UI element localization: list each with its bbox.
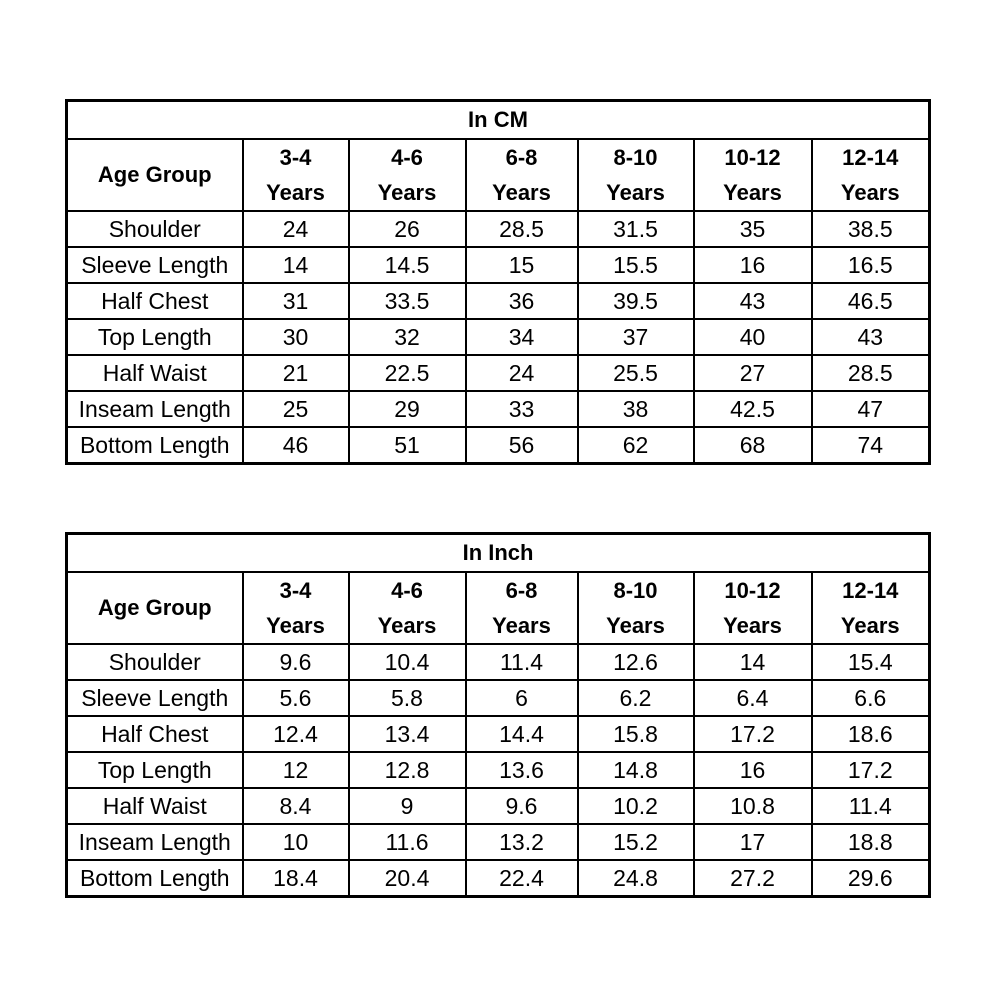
measurement-value: 36 — [466, 283, 578, 319]
age-range-label: 4-6 — [391, 145, 423, 170]
table-row — [67, 391, 930, 427]
age-unit-label: Years — [377, 613, 437, 638]
age-column-header — [812, 139, 930, 211]
table-row — [67, 788, 930, 824]
measurement-value: 24.8 — [578, 860, 694, 897]
age-range-label: 3-4 — [279, 145, 312, 170]
age-range-label: 8-10 — [613, 578, 658, 603]
measurement-value: 9.6 — [243, 644, 349, 680]
measurement-value: 11.6 — [349, 824, 466, 860]
measurement-value: 12 — [243, 752, 349, 788]
measurement-value: 10 — [243, 824, 349, 860]
measurement-value: 16.5 — [812, 247, 930, 283]
table-title: In Inch — [67, 534, 930, 573]
measurement-value: 13.4 — [349, 716, 466, 752]
measurement-value: 18.8 — [812, 824, 930, 860]
measurement-value: 39.5 — [578, 283, 694, 319]
measurement-value: 14.5 — [349, 247, 466, 283]
measurement-value: 42.5 — [694, 391, 812, 427]
measurement-value: 9.6 — [466, 788, 578, 824]
age-unit-label: Years — [840, 613, 900, 638]
measurement-label: Shoulder — [67, 644, 243, 680]
measurement-value: 14 — [694, 644, 812, 680]
measurement-label: Half Chest — [67, 283, 243, 319]
measurement-value: 21 — [243, 355, 349, 391]
measurement-value: 16 — [694, 247, 812, 283]
age-column-header — [243, 572, 349, 644]
measurement-value: 35 — [694, 211, 812, 247]
age-unit-label: Years — [492, 613, 551, 638]
measurement-value: 74 — [812, 427, 930, 464]
measurement-value: 25 — [243, 391, 349, 427]
measurement-label: Sleeve Length — [67, 680, 243, 716]
table-header-row — [67, 139, 930, 211]
measurement-value: 38 — [578, 391, 694, 427]
measurement-value: 43 — [812, 319, 930, 355]
measurement-value: 62 — [578, 427, 694, 464]
measurement-value: 18.6 — [812, 716, 930, 752]
measurement-value: 47 — [812, 391, 930, 427]
table-title-row — [67, 534, 930, 573]
age-range-label: 3-4 — [279, 578, 312, 603]
table-row — [67, 319, 930, 355]
age-column-header — [694, 572, 812, 644]
measurement-value: 10.2 — [578, 788, 694, 824]
age-column-header — [694, 139, 812, 211]
table-row — [67, 680, 930, 716]
measurement-value: 40 — [694, 319, 812, 355]
table-row — [67, 752, 930, 788]
measurement-value: 9 — [349, 788, 466, 824]
age-column-header — [349, 572, 466, 644]
measurement-value: 33 — [466, 391, 578, 427]
measurement-value: 6.4 — [694, 680, 812, 716]
measurement-value: 31 — [243, 283, 349, 319]
measurement-value: 34 — [466, 319, 578, 355]
measurement-value: 22.5 — [349, 355, 466, 391]
measurement-label: Inseam Length — [67, 824, 243, 860]
age-unit-label: Years — [723, 180, 782, 205]
measurement-value: 46.5 — [812, 283, 930, 319]
age-column-header — [466, 572, 578, 644]
age-range-label: 4-6 — [391, 578, 423, 603]
measurement-value: 38.5 — [812, 211, 930, 247]
measurement-value: 15.2 — [578, 824, 694, 860]
age-unit-label: Years — [266, 613, 325, 638]
age-range-label: 8-10 — [613, 145, 658, 170]
age-unit-label: Years — [723, 613, 782, 638]
measurement-value: 37 — [578, 319, 694, 355]
measurement-value: 20.4 — [349, 860, 466, 897]
age-column-header — [578, 572, 694, 644]
size-chart-cm-table — [65, 99, 931, 465]
measurement-value: 13.2 — [466, 824, 578, 860]
measurement-value: 43 — [694, 283, 812, 319]
table-title: In CM — [67, 101, 930, 140]
measurement-value: 6.2 — [578, 680, 694, 716]
table-row — [67, 211, 930, 247]
measurement-value: 27.2 — [694, 860, 812, 897]
table-row — [67, 427, 930, 464]
measurement-value: 13.6 — [466, 752, 578, 788]
table-row — [67, 283, 930, 319]
age-unit-label: Years — [606, 180, 665, 205]
measurement-value: 17 — [694, 824, 812, 860]
measurement-value: 5.8 — [349, 680, 466, 716]
measurement-value: 28.5 — [466, 211, 578, 247]
measurement-value: 5.6 — [243, 680, 349, 716]
size-chart-inch-table — [65, 532, 931, 898]
measurement-label: Bottom Length — [67, 427, 243, 464]
age-range-label: 6-8 — [505, 145, 538, 170]
measurement-value: 46 — [243, 427, 349, 464]
measurement-label: Bottom Length — [67, 860, 243, 897]
age-range-label: 10-12 — [724, 578, 781, 603]
measurement-value: 14.8 — [578, 752, 694, 788]
measurement-label: Shoulder — [67, 211, 243, 247]
age-column-header — [578, 139, 694, 211]
table-title-row — [67, 101, 930, 140]
measurement-label: Half Waist — [67, 788, 243, 824]
table-row — [67, 644, 930, 680]
measurement-value: 6.6 — [812, 680, 930, 716]
measurement-value: 24 — [466, 355, 578, 391]
measurement-value: 29 — [349, 391, 466, 427]
measurement-value: 11.4 — [466, 644, 578, 680]
measurement-value: 51 — [349, 427, 466, 464]
measurement-value: 15.4 — [812, 644, 930, 680]
measurement-label: Half Waist — [67, 355, 243, 391]
table-row — [67, 860, 930, 897]
measurement-value: 26 — [349, 211, 466, 247]
age-unit-label: Years — [377, 180, 437, 205]
age-unit-label: Years — [606, 613, 665, 638]
measurement-value: 24 — [243, 211, 349, 247]
age-group-header: Age Group — [67, 139, 243, 211]
age-group-header: Age Group — [67, 572, 243, 644]
measurement-value: 18.4 — [243, 860, 349, 897]
measurement-value: 11.4 — [812, 788, 930, 824]
measurement-value: 25.5 — [578, 355, 694, 391]
measurement-label: Inseam Length — [67, 391, 243, 427]
table-row — [67, 716, 930, 752]
measurement-value: 31.5 — [578, 211, 694, 247]
measurement-value: 6 — [466, 680, 578, 716]
measurement-value: 16 — [694, 752, 812, 788]
measurement-value: 27 — [694, 355, 812, 391]
age-column-header — [812, 572, 930, 644]
table-header-row — [67, 572, 930, 644]
age-range-label: 12-14 — [842, 145, 899, 170]
measurement-value: 15.8 — [578, 716, 694, 752]
table-row — [67, 824, 930, 860]
age-column-header — [243, 139, 349, 211]
measurement-value: 12.4 — [243, 716, 349, 752]
measurement-value: 30 — [243, 319, 349, 355]
measurement-value: 17.2 — [812, 752, 930, 788]
age-range-label: 10-12 — [724, 145, 781, 170]
measurement-label: Top Length — [67, 319, 243, 355]
table-row — [67, 247, 930, 283]
measurement-value: 15.5 — [578, 247, 694, 283]
age-unit-label: Years — [266, 180, 325, 205]
measurement-value: 17.2 — [694, 716, 812, 752]
measurement-value: 8.4 — [243, 788, 349, 824]
measurement-value: 12.6 — [578, 644, 694, 680]
measurement-value: 12.8 — [349, 752, 466, 788]
table-row — [67, 355, 930, 391]
measurement-value: 33.5 — [349, 283, 466, 319]
age-range-label: 6-8 — [505, 578, 538, 603]
age-unit-label: Years — [840, 180, 900, 205]
age-column-header — [466, 139, 578, 211]
measurement-label: Top Length — [67, 752, 243, 788]
measurement-value: 14.4 — [466, 716, 578, 752]
measurement-value: 56 — [466, 427, 578, 464]
measurement-value: 14 — [243, 247, 349, 283]
measurement-value: 22.4 — [466, 860, 578, 897]
measurement-label: Half Chest — [67, 716, 243, 752]
age-range-label: 12-14 — [842, 578, 899, 603]
measurement-label: Sleeve Length — [67, 247, 243, 283]
age-column-header — [349, 139, 466, 211]
measurement-value: 10.8 — [694, 788, 812, 824]
measurement-value: 68 — [694, 427, 812, 464]
measurement-value: 29.6 — [812, 860, 930, 897]
measurement-value: 15 — [466, 247, 578, 283]
measurement-value: 28.5 — [812, 355, 930, 391]
measurement-value: 32 — [349, 319, 466, 355]
measurement-value: 10.4 — [349, 644, 466, 680]
age-unit-label: Years — [492, 180, 551, 205]
